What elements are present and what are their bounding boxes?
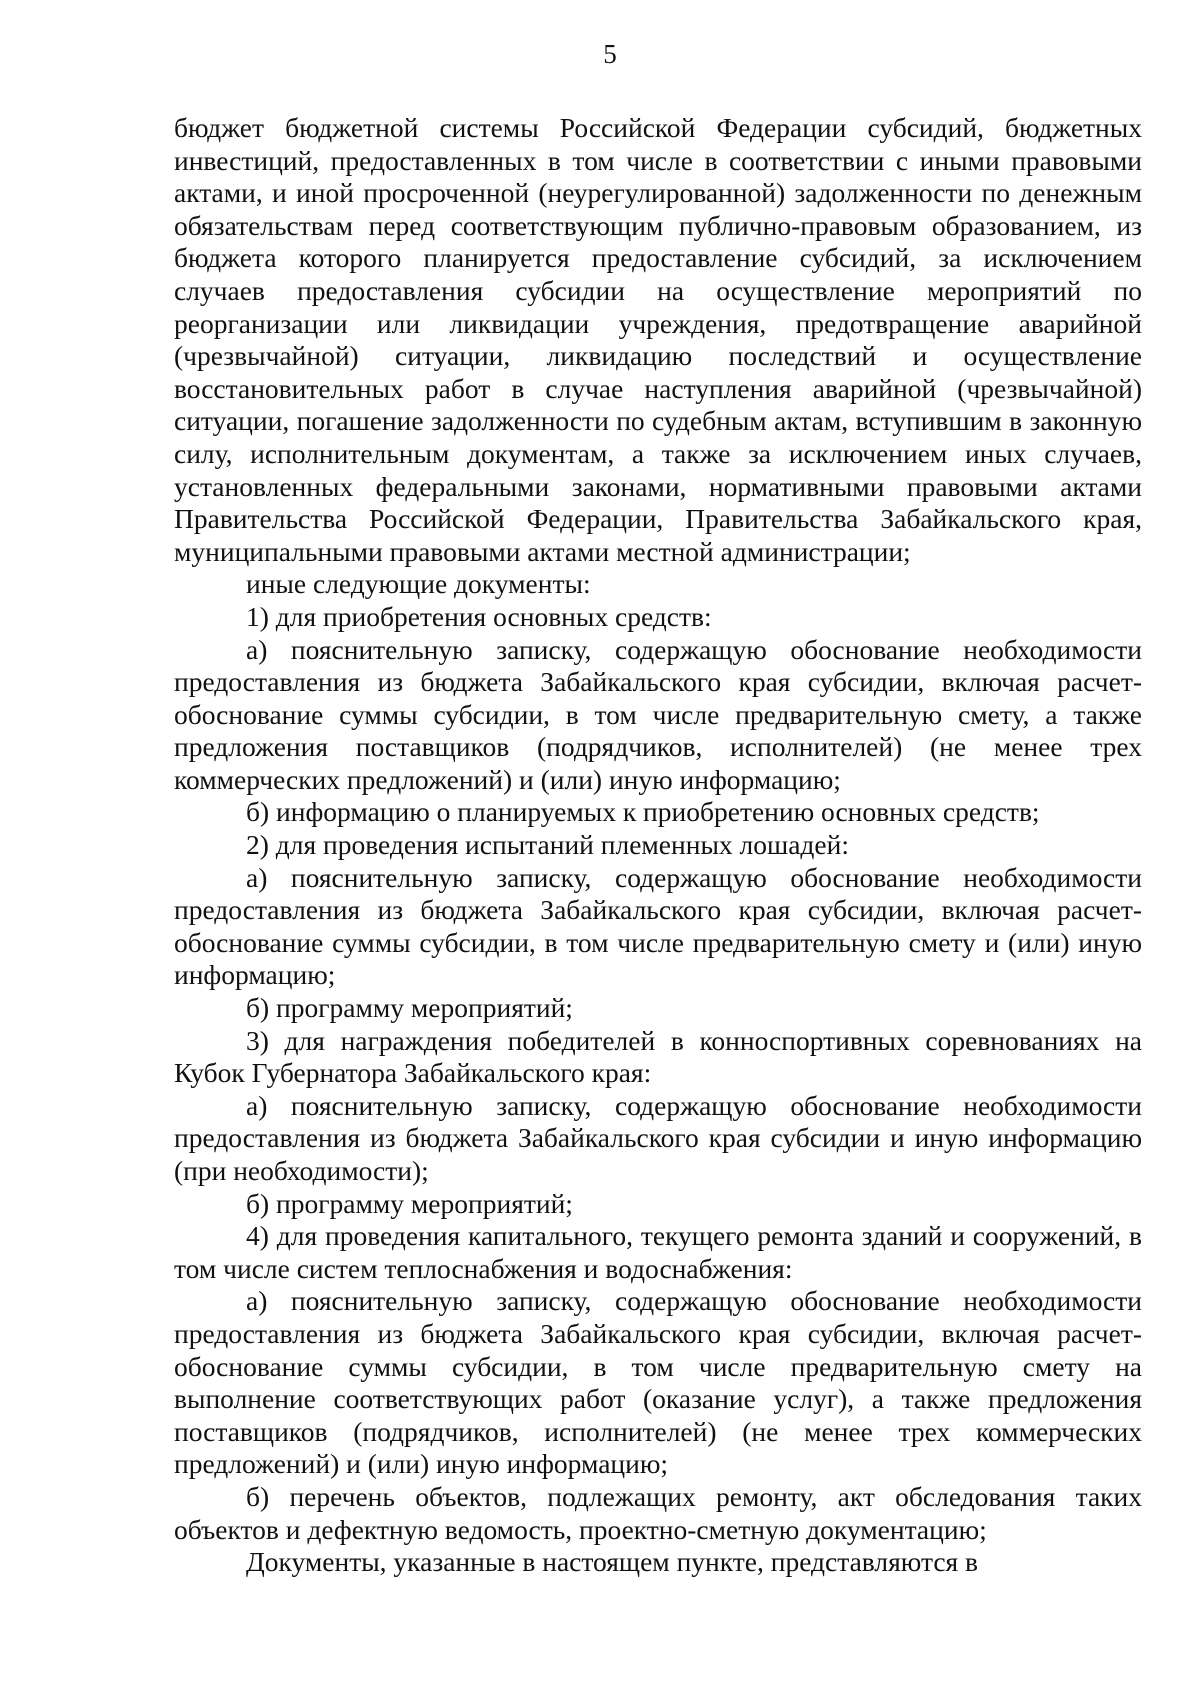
- paragraph-item-3-competition-awards: 3) для награждения победителей в конноспортивных соревнованиях на Кубок Губернатора Забайкальского края:: [174, 1024, 1142, 1089]
- document-body: [174, 112, 1142, 1579]
- paragraph-item-1-fixed-assets: 1) для приобретения основных средств:: [246, 600, 712, 632]
- paragraph-item-1b: б) информацию о планируемых к приобретению основных средств;: [246, 796, 1040, 828]
- paragraph-item-1a: а) пояснительную записку, содержащую обоснование необходимости предоставления из бюджета Забайкальского края субсидии, включая расчет-обоснование суммы субсидии, в том числе предварительную смету, а также предложения поставщиков (подрядчиков, исполнителей) (не менее трех коммерческих предложений) и (или) иную информацию;: [174, 633, 1142, 795]
- paragraph-item-2b: б) программу мероприятий;: [246, 992, 573, 1024]
- paragraph-other-documents: иные следующие документы:: [246, 568, 591, 600]
- paragraph-item-2a: а) пояснительную записку, содержащую обоснование необходимости предоставления из бюджета Забайкальского края субсидии, включая расчет-обоснование суммы субсидии, в том числе предварительную смету и (или) иную информацию;: [174, 861, 1142, 991]
- paragraph-item-4-repairs: 4) для проведения капитального, текущего ремонта зданий и сооружений, в том числе систем теплоснабжения и водоснабжения:: [174, 1220, 1142, 1284]
- paragraph-item-2-horse-tests: 2) для проведения испытаний племенных лошадей:: [246, 829, 849, 861]
- page-number: 5: [603, 39, 617, 69]
- paragraph-item-4b: б) перечень объектов, подлежащих ремонту, акт обследования таких объектов и дефектную ведомость, проектно-сметную документацию;: [174, 1480, 1142, 1545]
- paragraph-item-4a: а) пояснительную записку, содержащую обоснование необходимости предоставления из бюджета Забайкальского края субсидии, включая расчет-обоснование суммы субсидии, в том числе предварительную смету на выполнение соответствующих работ (оказание услуг), а также предложения поставщиков (подрядчиков, исполнителей) (не менее трех коммерческих предложений) и (или) иную информацию;: [174, 1285, 1142, 1480]
- paragraph-item-3b: б) программу мероприятий;: [246, 1187, 573, 1219]
- paragraph-item-3a: а) пояснительную записку, содержащую обоснование необходимости предоставления из бюджета Забайкальского края субсидии и иную информацию (при необходимости);: [174, 1089, 1142, 1186]
- paragraph-documents-submission: Документы, указанные в настоящем пункте, представляются в: [246, 1546, 979, 1578]
- paragraph-debt-conditions: бюджет бюджетной системы Российской Федерации субсидий, бюджетных инвестиций, предоставленных в том числе в соответствии с иными правовыми актами, и иной просроченной (неурегулированной) задолженности по денежным обязательствам перед соответствующим публично-правовым образованием, из бюджета которого планируется предоставление субсидий, за исключением случаев предоставления субсидии на осуществление мероприятий по реорганизации или ликвидации учреждения, предотвращение аварийной (чрезвычайной) ситуации, ликвидацию последствий и осуществление восстановительных работ в случае наступления аварийной (чрезвычайной) ситуации, погашение задолженности по судебным актам, вступившим в законную силу, исполнительным документам, а также за исключением иных случаев, установленных федеральными законами, нормативными правовыми актами Правительства Российской Федерации, Правительства Забайкальского края, муниципальными правовыми актами местной администрации;: [174, 112, 1142, 567]
